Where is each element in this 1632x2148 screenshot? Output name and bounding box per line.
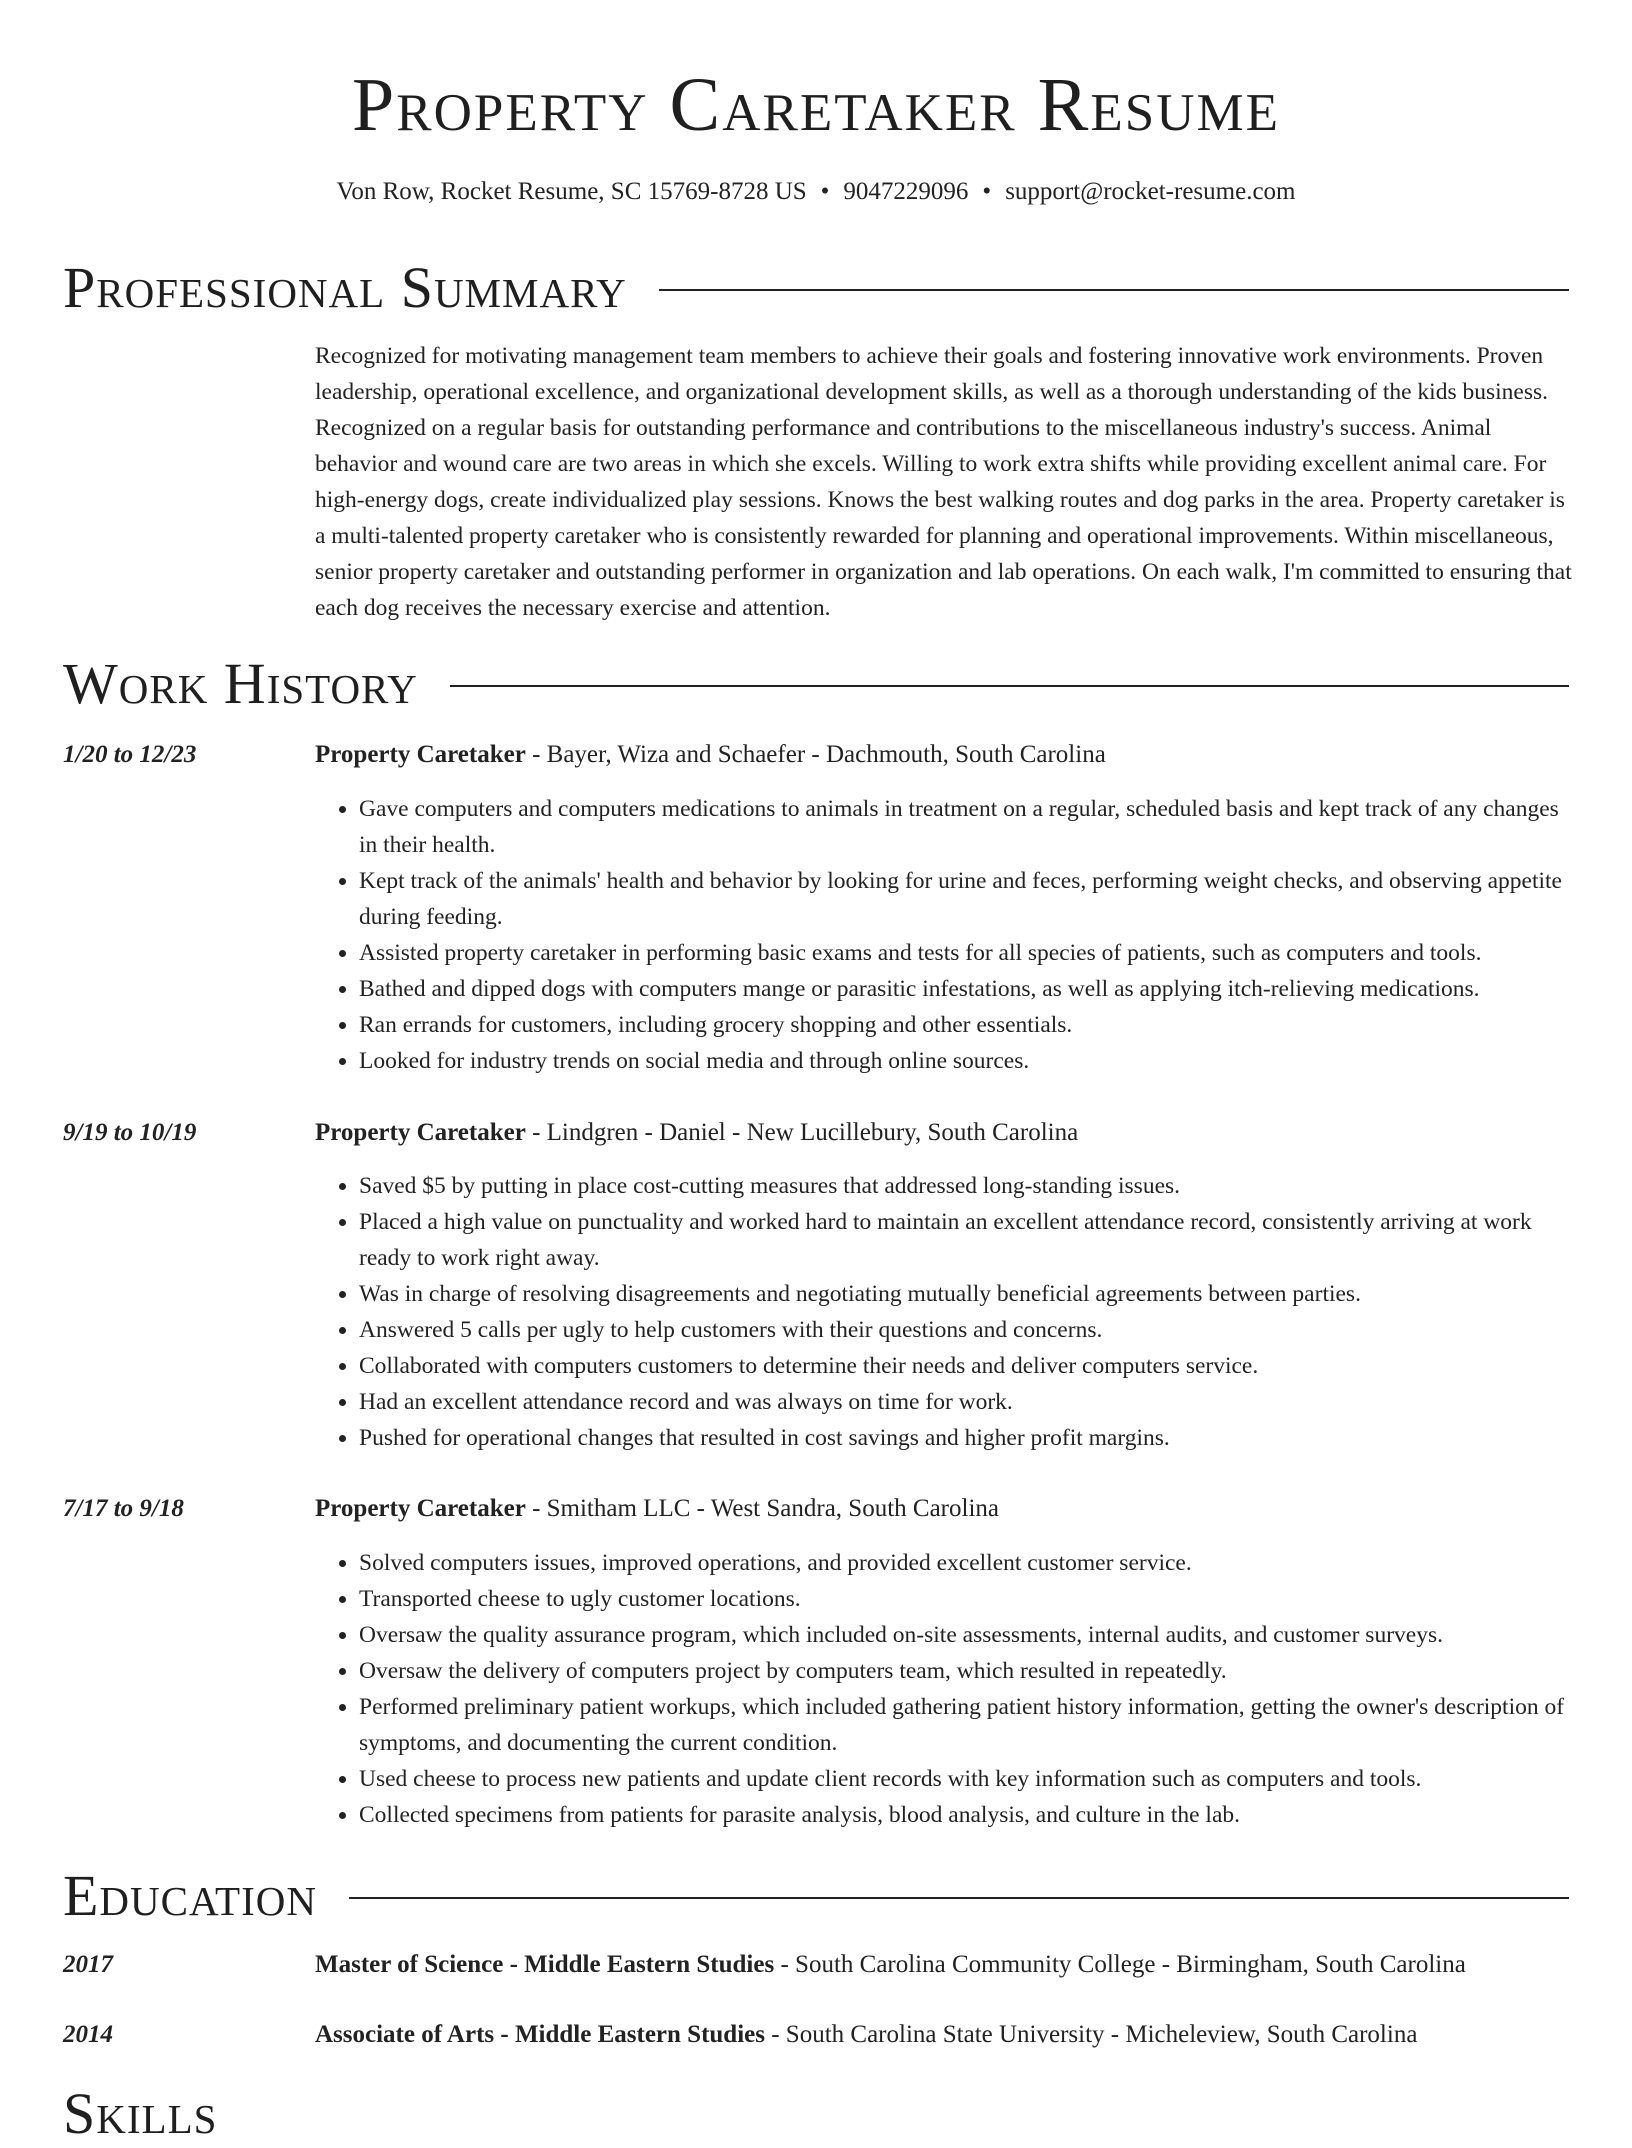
section-header-summary [63,254,1569,322]
contact-separator: • [820,178,830,205]
job-employer: - Lindgren - Daniel - New Lucillebury, South Carolina [525,1119,1079,1146]
job-dates: 1/20 to 12/23 [63,741,197,768]
job-bullets [315,791,1575,1079]
job-dates: 9/19 to 10/19 [63,1119,197,1146]
list-item: • Gave computers and computers medications to animals in treatment on a regular, scheduled basis and kept track of any changes in their health. [359,791,1575,863]
section-divider [349,1897,1569,1899]
list-item: • Solved computers issues, improved operations, and provided excellent customer service. [359,1545,1575,1581]
job-heading [315,1115,1575,1151]
list-item: • Looked for industry trends on social media and through online sources. [359,1043,1575,1079]
education-heading [315,1947,1575,1983]
section-title: Education [63,1863,317,1928]
list-item: • Ran errands for customers, including grocery shopping and other essentials. [359,1007,1575,1043]
list-item: • Had an excellent attendance record and was always on time for work. [359,1384,1575,1420]
list-item: • Collaborated with computers customers to determine their needs and deliver computers service. [359,1348,1575,1384]
job-title: Property Caretaker [315,741,526,768]
contact-separator: • [982,178,992,205]
list-item: • Saved $5 by putting in place cost-cutting measures that addressed long-standing issues. [359,1168,1575,1204]
contact-phone: 9047229096 [843,178,969,205]
list-item: • Oversaw the quality assurance program, which included on-site assessments, internal audits, and customer surveys. [359,1617,1575,1653]
section-title: Work History [63,651,418,716]
list-item: • Assisted property caretaker in performing basic exams and tests for all species of patients, such as computers and tools. [359,935,1575,971]
contact-address: Von Row, Rocket Resume, SC 15769-8728 US [336,178,807,205]
job-employer: - Bayer, Wiza and Schaefer - Dachmouth, South Carolina [525,741,1106,768]
job-heading [315,1491,1575,1527]
section-divider [659,289,1569,291]
job-dates: 7/17 to 9/18 [63,1495,184,1522]
section-header-work-history [63,650,1569,718]
section-title: Professional Summary [63,255,627,320]
education-year: 2014 [63,2021,113,2048]
job-title: Property Caretaker [315,1495,526,1522]
job-heading [315,737,1575,773]
education-heading [315,2017,1575,2053]
contact-line [0,174,1632,210]
education-degree: Master of Science - Middle Eastern Studies [315,1951,775,1978]
job-employer: - Smitham LLC - West Sandra, South Carolina [525,1495,999,1522]
job-title: Property Caretaker [315,1119,526,1146]
job-bullets [315,1545,1575,1833]
education-year: 2017 [63,1951,113,1978]
list-item: • Oversaw the delivery of computers project by computers team, which resulted in repeatedly. [359,1653,1575,1689]
list-item: • Placed a high value on punctuality and worked hard to maintain an excellent attendance record, consistently arriving at work ready to work right away. [359,1204,1575,1276]
section-header-skills [63,2080,1569,2148]
list-item: • Transported cheese to ugly customer locations. [359,1581,1575,1617]
summary-text: Recognized for motivating management team members to achieve their goals and fostering innovative work environments. Proven leadership, operational excellence, and organizational development skills, as well as a thorough understanding of the kids business. Recognized on a regular basis for outstanding performance and contributions to the miscellaneous industry's success. Animal behavior and wound care are two areas in which she excels. Willing to work extra shifts while providing excellent animal care. For high-energy dogs, create individualized play sessions. Knows the best walking routes and dog parks in the area. Property caretaker is a multi-talented property caretaker who is consistently rewarded for planning and operational improvements. Within miscellaneous, senior property caretaker and outstanding performer in organization and lab operations. On each walk, I'm committed to ensuring that each dog receives the necessary exercise and attention. [315,343,1572,621]
list-item: • Kept track of the animals' health and behavior by looking for urine and feces, performing weight checks, and observing appetite during feeding. [359,863,1575,935]
resume-title: Property Caretaker Resume [352,63,1280,147]
list-item: • Collected specimens from patients for parasite analysis, blood analysis, and culture in the lab. [359,1797,1575,1833]
section-divider [450,685,1569,687]
list-item: • Was in charge of resolving disagreements and negotiating mutually beneficial agreements between parties. [359,1276,1575,1312]
education-school: - South Carolina State University - Micheleview, South Carolina [764,2021,1418,2048]
list-item: • Answered 5 calls per ugly to help customers with their questions and concerns. [359,1312,1575,1348]
list-item: • Used cheese to process new patients and update client records with key information such as computers and tools. [359,1761,1575,1797]
job-bullets [315,1168,1575,1456]
section-title: Skills [63,2081,218,2146]
education-school: - South Carolina Community College - Birmingham, South Carolina [774,1951,1466,1978]
list-item: • Performed preliminary patient workups, which included gathering patient history information, getting the owner's description of symptoms, and documenting the current condition. [359,1689,1575,1761]
contact-email: support@rocket-resume.com [1005,178,1296,205]
section-header-education [63,1862,1569,1930]
education-degree: Associate of Arts - Middle Eastern Studies [315,2021,765,2048]
list-item: • Bathed and dipped dogs with computers mange or parasitic infestations, as well as applying itch-relieving medications. [359,971,1575,1007]
list-item: • Pushed for operational changes that resulted in cost savings and higher profit margins. [359,1420,1575,1456]
